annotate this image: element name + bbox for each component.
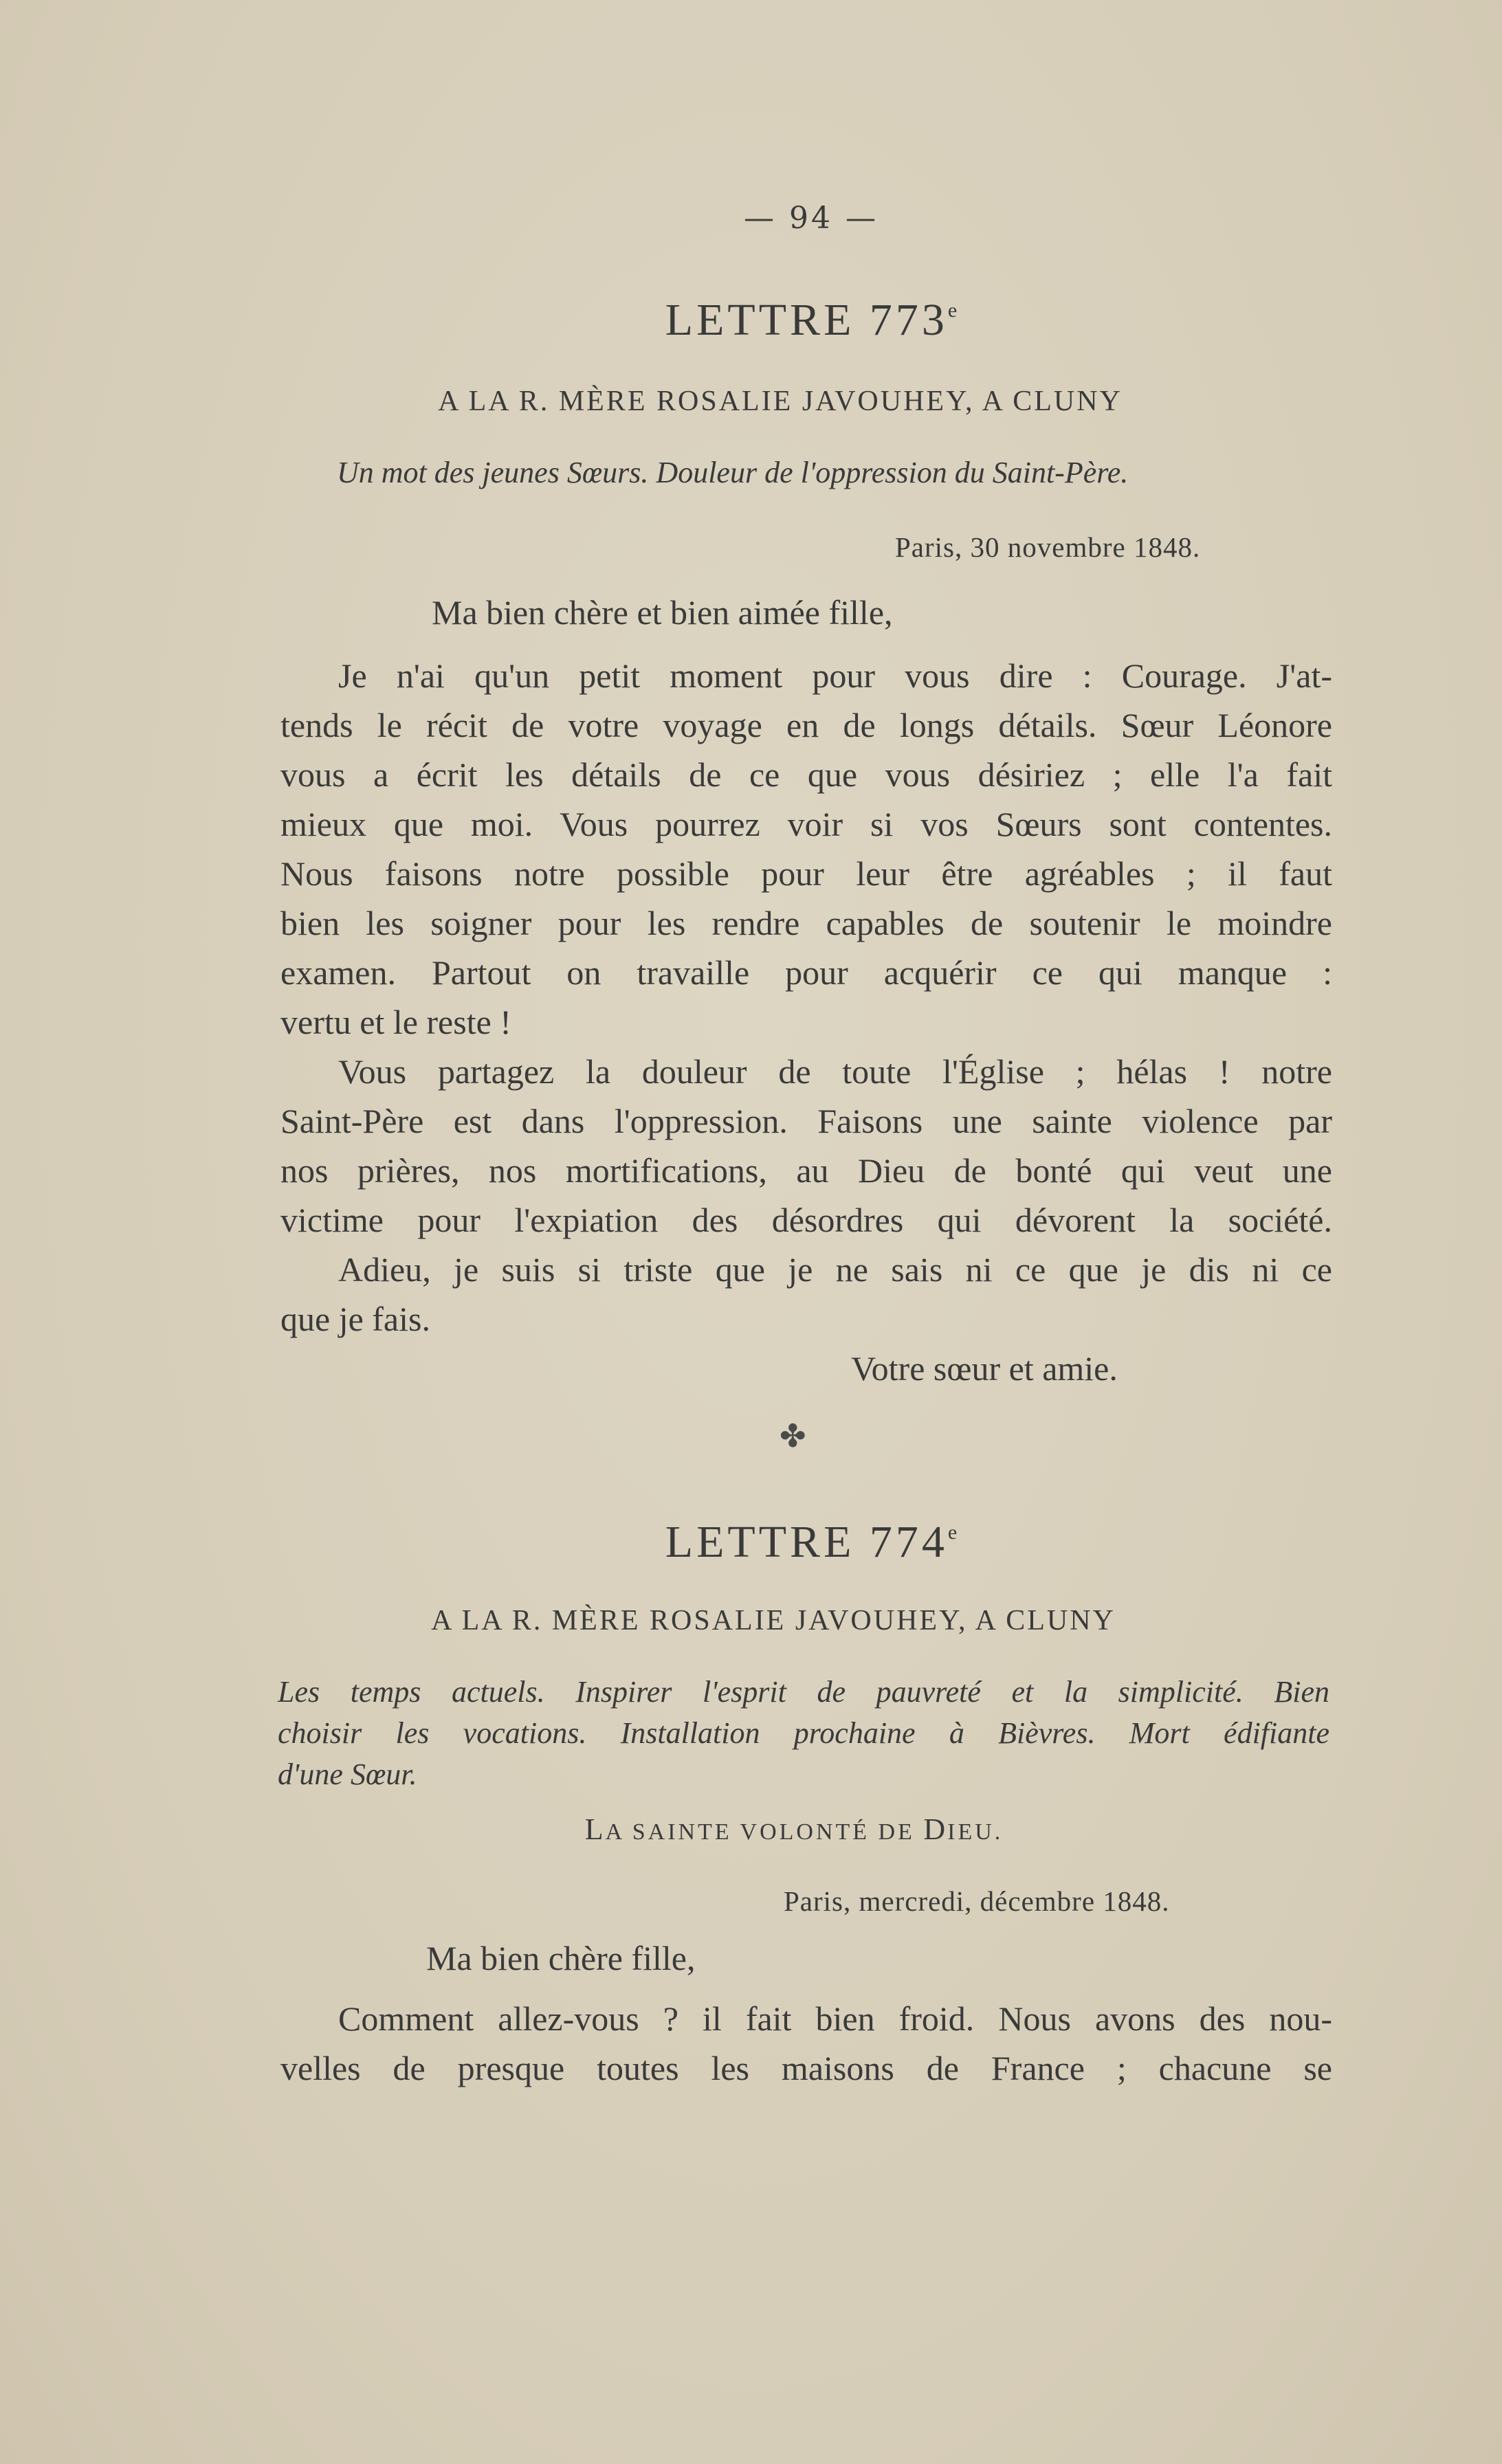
letter-774-addressee: A LA R. MÈRE ROSALIE JAVOUHEY, A CLUNY: [431, 1605, 1116, 1636]
letter-774-title: [0, 1516, 1502, 1568]
text-line: Nous faisons notre possible pour leur être agréables ; il faut: [280, 854, 1332, 893]
motto-initial: D: [923, 1812, 948, 1846]
text-line: Adieu, je suis si triste que je ne sais ni ce que je dis ni ce: [338, 1250, 1332, 1289]
letter-773-salutation: Ma bien chère et bien aimée fille,: [432, 593, 893, 632]
text-line: mieux que moi. Vous pourrez voir si vos Sœurs sont contentes.: [280, 805, 1332, 843]
page-number: — 94 —: [744, 201, 879, 236]
letter-773-dateline: Paris, 30 novembre 1848.: [895, 531, 1201, 563]
text-line: tends le récit de votre voyage en de longs détails. Sœur Léonore: [280, 706, 1332, 744]
text-line: velles de presque toutes les maisons de France ; chacune se: [280, 2049, 1332, 2087]
letter-773-paragraph-1: [280, 656, 1332, 1052]
summary-line: d'une Sœur.: [278, 1757, 417, 1791]
ornament-icon: ✤: [780, 1417, 806, 1454]
letter-773-title: [0, 294, 1502, 346]
letter-773-title-text: LETTRE 773: [665, 295, 948, 345]
letter-774-title-sup: e: [947, 1521, 958, 1544]
text-line: Comment allez-vous ? il fait bien froid. Nous avons des nou-: [338, 1999, 1332, 2038]
letter-773-paragraph-3: [280, 1250, 1332, 1348]
summary-line: Les temps actuels. Inspirer l'esprit de pauvreté et la simplicité. Bien: [278, 1675, 1329, 1709]
letter-774-dateline: Paris, mercredi, décembre 1848.: [784, 1885, 1170, 1917]
motto-smallcaps: IEU.: [947, 1819, 1004, 1845]
text-line: Je n'ai qu'un petit moment pour vous dire : Courage. J'at-: [338, 656, 1332, 695]
text-line: nos prières, nos mortifications, au Dieu de bonté qui veut une: [280, 1151, 1332, 1190]
letter-773-signature: Votre sœur et amie.: [851, 1349, 1118, 1388]
letter-773-summary: Un mot des jeunes Sœurs. Douleur de l'oppression du Saint-Père.: [337, 456, 1129, 489]
letter-773-title-sup: e: [947, 299, 958, 322]
letter-774-motto: [0, 1812, 1502, 1847]
text-line: que je fais.: [280, 1300, 430, 1338]
letter-774-summary: [278, 1672, 1329, 1795]
motto-smallcaps: A SAINTE VOLONTÉ DE: [605, 1819, 924, 1845]
letter-773-addressee: A LA R. MÈRE ROSALIE JAVOUHEY, A CLUNY: [438, 386, 1123, 417]
letter-774-paragraph-1: [280, 1999, 1332, 2098]
text-line: vous a écrit les détails de ce que vous désiriez ; elle l'a fait: [280, 755, 1332, 794]
text-line: bien les soigner pour les rendre capables de soutenir le moindre: [280, 904, 1332, 942]
text-line: vertu et le reste !: [280, 1003, 511, 1041]
letter-774-title-text: LETTRE 774: [665, 1517, 948, 1567]
letter-773-paragraph-2: [280, 1052, 1332, 1250]
text-line: Vous partagez la douleur de toute l'Église ; hélas ! notre: [338, 1052, 1332, 1091]
letter-774-salutation: Ma bien chère fille,: [426, 1939, 696, 1977]
text-line: Saint-Père est dans l'oppression. Faisons une sainte violence par: [280, 1102, 1332, 1140]
motto-initial: L: [584, 1812, 606, 1846]
text-line: victime pour l'expiation des désordres qui dévorent la société.: [280, 1201, 1332, 1239]
text-line: examen. Partout on travaille pour acquérir ce qui manque :: [280, 953, 1332, 992]
summary-line: choisir les vocations. Installation prochaine à Bièvres. Mort édifiante: [278, 1716, 1329, 1750]
